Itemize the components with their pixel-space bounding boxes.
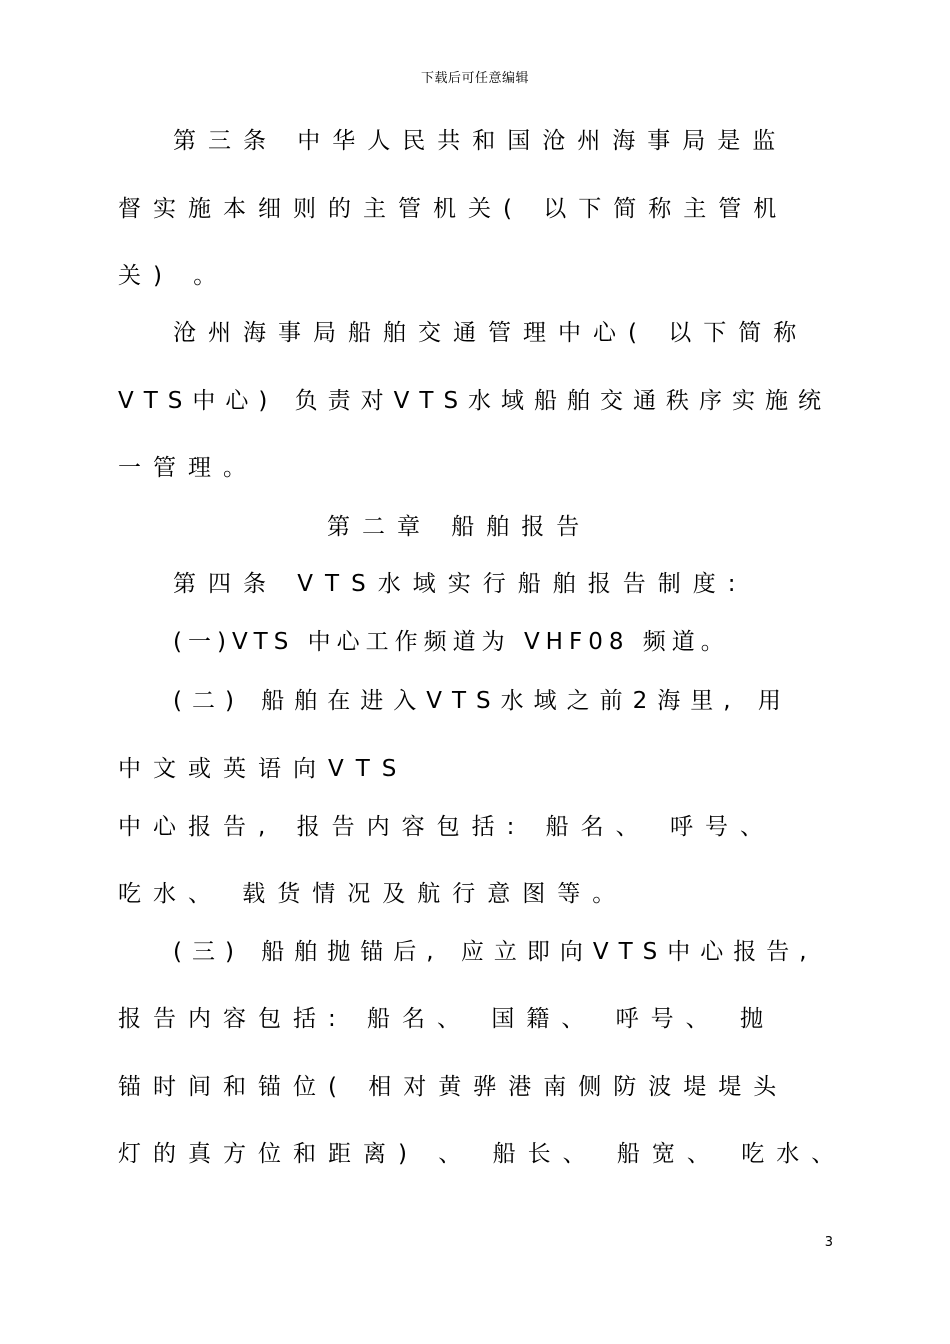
chapter-heading: 第二章 船舶报告	[327, 514, 592, 540]
article-heading: 第四条 VTS水域实行船舶报告制度:	[173, 571, 748, 597]
page-number: 3	[824, 1235, 833, 1250]
body-line: 报告内容包括: 船名、 国籍、 呼号、 抛	[118, 1006, 775, 1032]
body-line: 锚时间和锚位( 相对黄骅港南侧防波堤堤头	[118, 1074, 789, 1100]
body-line: (二) 船舶在进入VTS水域之前2海里, 用	[173, 688, 791, 714]
body-line: 第三条 中华人民共和国沧州海事局是监	[173, 128, 788, 154]
body-line: (一)VTS 中心工作频道为 VHF08 频道。	[173, 629, 730, 655]
body-line: 中心报告, 报告内容包括: 船名、 呼号、	[118, 814, 775, 840]
body-line: 督实施本细则的主管机关( 以下简称主管机	[118, 196, 789, 222]
page-header: 下载后可任意编辑	[420, 71, 529, 86]
body-line: 灯的真方位和距离) 、 船长、 船宽、 吃水、	[118, 1141, 847, 1167]
body-line: 中文或英语向VTS	[118, 756, 409, 782]
body-line: 沧州海事局船舶交通管理中心( 以下简称	[173, 320, 809, 346]
body-line: 一管理。	[118, 455, 258, 481]
body-line: 吃水、 载货情况及航行意图等。	[118, 881, 628, 907]
body-line: VTS中心) 负责对VTS水域船舶交通秩序实施统	[118, 388, 832, 414]
body-line: 关) 。	[118, 263, 229, 289]
body-line: (三) 船舶抛锚后, 应立即向VTS中心报告,	[173, 939, 817, 965]
